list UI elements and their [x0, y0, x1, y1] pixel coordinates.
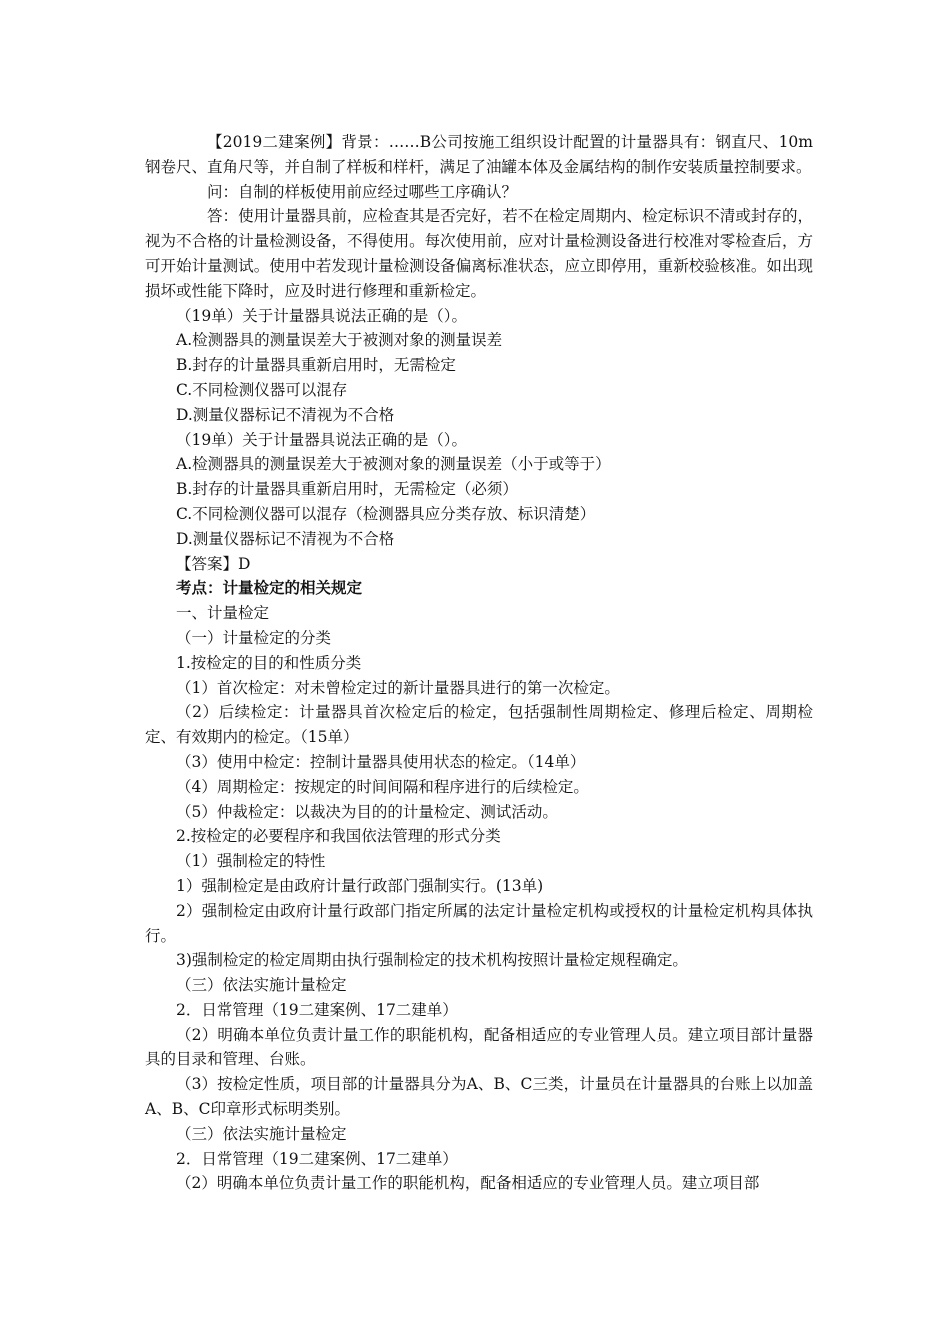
question-paragraph: 问：自制的样板使用前应经过哪些工序确认？ [207, 182, 518, 201]
mcq-question-1: （19单）关于计量器具说法正确的是（）。 [176, 306, 467, 325]
list-item: （2）明确本单位负责计量工作的职能机构，配备相适应的专业管理人员。建立项目部计量器具的目录和管理、台账。 [145, 1025, 813, 1069]
case-background-paragraph: 【2019二建案例】背景：……B公司按施工组织设计配置的计量器具有：钢直尺、10m钢卷尺、直角尺等，并自制了样板和样杆，满足了油罐本体及金属结构的制作安装质量控制要求。 [145, 133, 813, 176]
mcq-question-2: （19单）关于计量器具说法正确的是（）。 [176, 430, 467, 449]
mcq-option-d-explained: D.测量仪器标记不清视为不合格 [176, 529, 395, 548]
mcq-option-a: A.检测器具的测量误差大于被测对象的测量误差 [176, 331, 503, 350]
list-item: 2）强制检定由政府计量行政部门指定所属的法定计量检定机构或授权的计量检定机构具体执行。 [145, 901, 813, 945]
list-subheading: （1）强制检定的特性 [176, 852, 326, 871]
daily-management-heading-repeat: 2．日常管理（19二建案例、17二建单） [176, 1149, 458, 1168]
mcq-option-b: B.封存的计量器具重新启用时，无需检定 [176, 356, 456, 375]
list-item: （5）仲裁检定：以裁决为目的的计量检定、测试活动。 [176, 802, 558, 821]
subsection-heading-1: （一）计量检定的分类 [176, 628, 332, 647]
document-body [145, 130, 813, 1196]
list-item: （3）按检定性质，项目部的计量器具分为A、B、C三类，计量员在计量器具的台账上以加盖A、B、C印章形式标明类别。 [145, 1075, 813, 1119]
subsection-heading-3-repeat: （三）依法实施计量检定 [176, 1124, 347, 1143]
section-heading-1: 一、计量检定 [176, 604, 270, 623]
answer-paragraph: 答：使用计量器具前，应检查其是否完好，若不在检定周期内、检定标识不清或封存的，视为不合格的计量检测设备，不得使用。每次使用前，应对计量检测设备进行校准对零检查后，方可开始计量测试。使用中若发现计量检测设备偏离标准状态，应立即停用，重新校验核准。如出现损坏或性能下降时，应及时进行修理和重新检定。 [145, 207, 813, 300]
list-item: （1）首次检定：对未曾检定过的新计量器具进行的第一次检定。 [176, 678, 620, 697]
list-item: 3)强制检定的检定周期由执行强制检定的技术机构按照计量检定规程确定。 [176, 951, 688, 970]
mcq-option-c: C.不同检测仪器可以混存 [176, 380, 348, 399]
list-item: （2）明确本单位负责计量工作的职能机构，配备相适应的专业管理人员。建立项目部 [176, 1174, 760, 1193]
key-point-heading: 考点：计量检定的相关规定 [176, 578, 363, 598]
list-item: （4）周期检定：按规定的时间间隔和程序进行的后续检定。 [176, 777, 589, 796]
daily-management-heading: 2．日常管理（19二建案例、17二建单） [176, 1000, 458, 1019]
list-item: 1）强制检定是由政府计量行政部门强制实行。(13单) [176, 876, 544, 895]
answer-line: 【答案】D [176, 554, 251, 573]
list-heading-2: 2.按检定的必要程序和我国依法管理的形式分类 [176, 827, 501, 846]
mcq-option-b-explained: B.封存的计量器具重新启用时，无需检定（必须） [176, 480, 518, 499]
list-item: （2）后续检定：计量器具首次检定后的检定，包括强制性周期检定、修理后检定、周期检定、有效期内的检定。（15单） [145, 703, 813, 747]
subsection-heading-3: （三）依法实施计量检定 [176, 976, 347, 995]
list-item: （3）使用中检定：控制计量器具使用状态的检定。（14单） [176, 752, 586, 771]
mcq-option-a-explained: A.检测器具的测量误差大于被测对象的测量误差（小于或等于） [176, 455, 611, 474]
list-heading-1: 1.按检定的目的和性质分类 [176, 653, 362, 672]
mcq-option-c-explained: C.不同检测仪器可以混存（检测器具应分类存放、标识清楚） [176, 504, 596, 523]
mcq-option-d: D.测量仪器标记不清视为不合格 [176, 405, 395, 424]
